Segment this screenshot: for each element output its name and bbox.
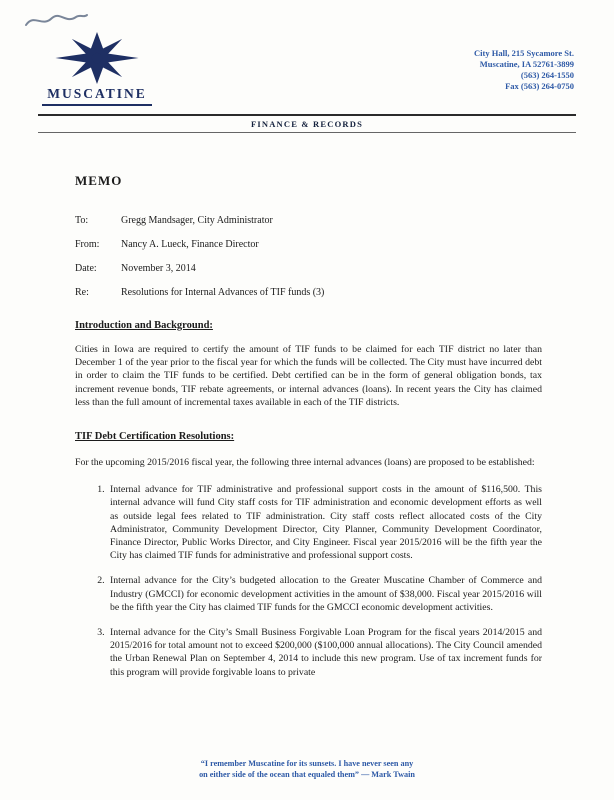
memo-header-fields xyxy=(75,215,542,298)
department-title: FINANCE & RECORDS xyxy=(250,119,364,129)
address-line: City Hall, 215 Sycamore St. xyxy=(474,48,574,58)
logo-star-icon xyxy=(49,32,145,84)
letterhead xyxy=(0,0,614,106)
quote-line: “I remember Muscatine for its sunsets. I have never seen any xyxy=(200,759,414,768)
header-rule-bottom xyxy=(38,132,576,133)
address-line: (563) 264-1550 xyxy=(520,70,574,80)
field-label: From: xyxy=(75,239,100,250)
list-item xyxy=(107,574,542,614)
field-re xyxy=(75,287,542,298)
introduction-paragraph: Cities in Iowa are required to certify the amount of TIF funds to be claimed for each TIF district no later than December 1 of the year prior to the fiscal year for which the funds will be collected. The City must have incurred debt in order to claim the TIF funds to be certified. Debt certified can be in the form of general obligation bonds, tax increment revenue bonds, TIF rebate agreements, or internal advances (loans). In recent years the City has claimed less than the full amount of incremental taxes available in each of the TIF districts. xyxy=(75,344,542,408)
field-value: Resolutions for Internal Advances of TIF funds (3) xyxy=(121,287,325,298)
quote-line: on either side of the ocean that equaled them” — Mark Twain xyxy=(199,770,415,779)
list-item-text: Internal advance for the City’s Small Business Forgivable Loan Program for the fiscal years 2014/2015 and 2015/2016 for total amount not to exceed $200,000 ($100,000 annual allocations). The City Council amended the Urban Renewal Plan on September 4, 2014 to include this new program. Use of tax increment funds for this program will provide forgivable loans to private xyxy=(110,627,542,678)
handwritten-mark xyxy=(22,10,90,32)
field-date xyxy=(75,263,542,274)
list-item xyxy=(107,483,542,562)
header-rule-top xyxy=(38,114,576,116)
logo-wordmark: MUSCATINE xyxy=(42,86,152,106)
field-label: Date: xyxy=(75,263,97,274)
memo-title: MEMO xyxy=(75,173,123,188)
field-label: To: xyxy=(75,215,89,226)
footer-quote xyxy=(0,758,614,780)
field-to xyxy=(75,215,542,226)
list-item-text: Internal advance for the City’s budgeted allocation to the Greater Muscatine Chamber of Commerce and Industry (GMCCI) for economic development activities in the amount of $38,000. Fiscal year 2015/2016 will be the fifth year the City has claimed TIF funds for the GMCCI economic development activities. xyxy=(110,575,542,613)
field-from xyxy=(75,239,542,250)
field-label: Re: xyxy=(75,287,89,298)
resolutions-intro: For the upcoming 2015/2016 fiscal year, the following three internal advances (loans) are proposed to be established: xyxy=(75,457,535,469)
address-line: Fax (563) 264-0750 xyxy=(505,81,574,91)
section-heading-introduction: Introduction and Background: xyxy=(75,320,213,331)
field-value: November 3, 2014 xyxy=(121,263,196,274)
section-heading-resolutions: TIF Debt Certification Resolutions: xyxy=(75,431,235,443)
field-value: Nancy A. Lueck, Finance Director xyxy=(121,239,259,250)
list-item-text: Internal advance for TIF administrative and professional support costs in the amount of $116,500. This internal advance will fund City staff costs for TIF administration and economic development efforts as well as outside legal fees related to TIF administration. City staff costs reflect allocated costs of the City Administrator, Community Development Director, City Planner, Community Development Coordinator, Finance Director, Public Works Director, and City Engineer. Fiscal year 2015/2016 will be the fifth year the City has claimed TIF funds for administrative and professional support costs. xyxy=(110,484,542,562)
advances-list xyxy=(75,483,542,679)
muscatine-logo xyxy=(42,32,152,106)
address-line: Muscatine, IA 52761-3899 xyxy=(479,59,574,69)
list-item xyxy=(107,626,542,679)
memo-body xyxy=(0,173,614,679)
field-value: Gregg Mandsager, City Administrator xyxy=(121,215,273,226)
address-block xyxy=(474,48,574,92)
